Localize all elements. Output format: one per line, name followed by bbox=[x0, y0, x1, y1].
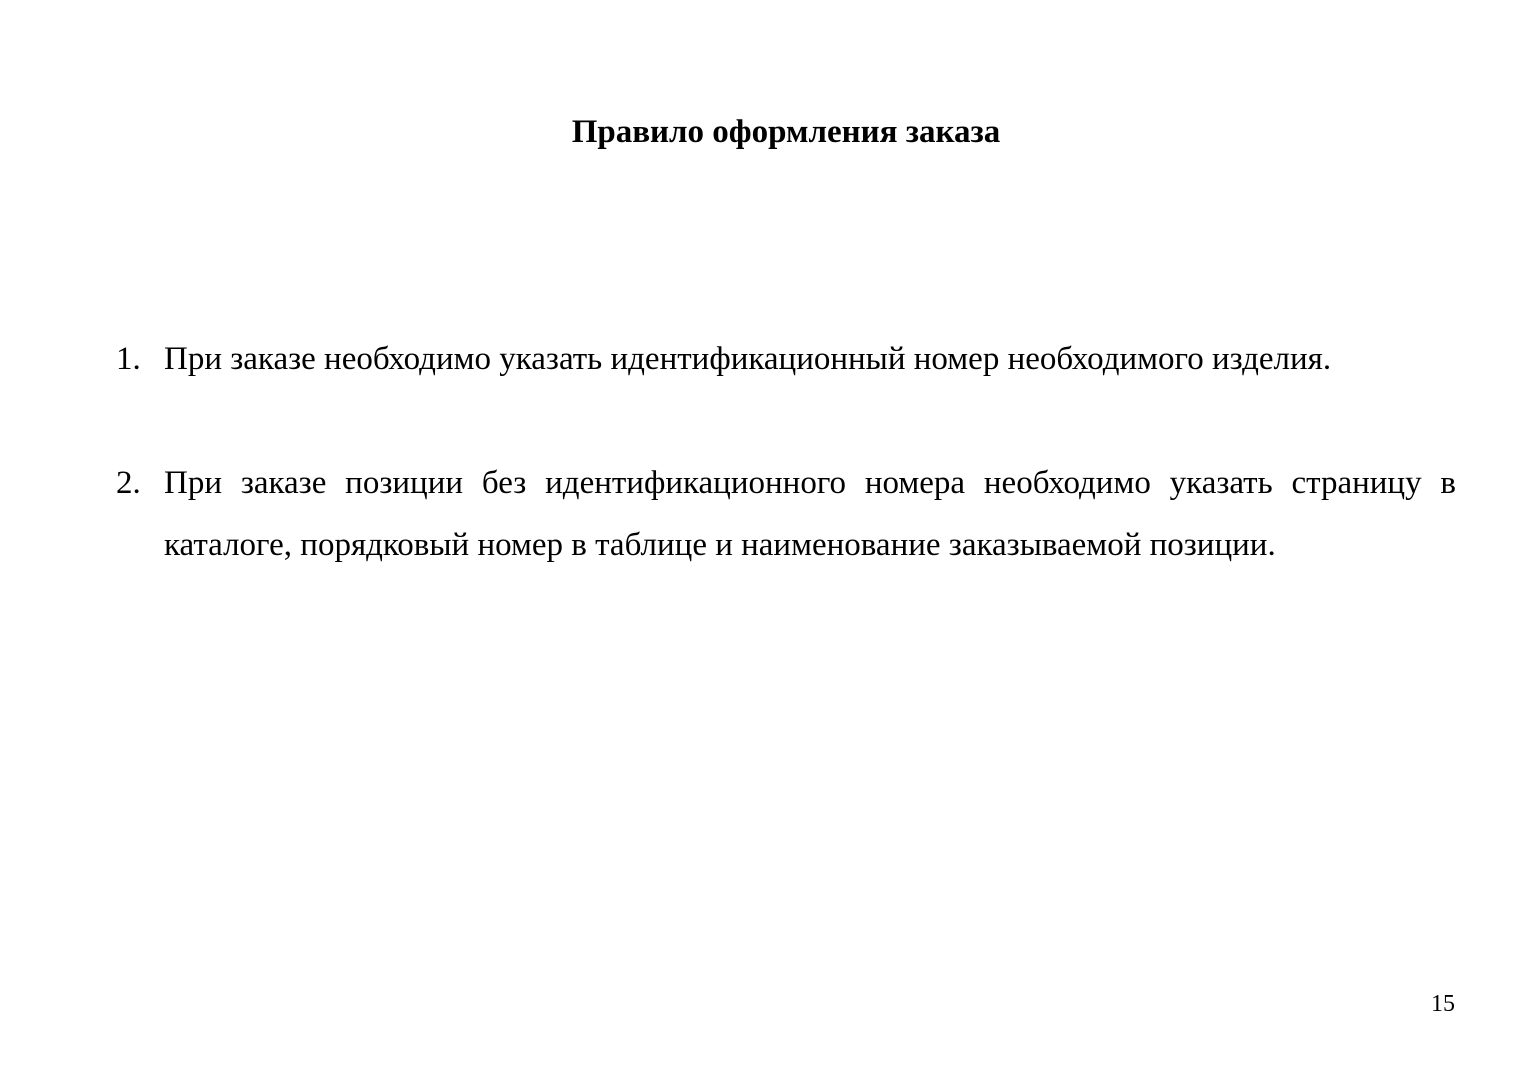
rule-item-1 bbox=[116, 328, 1456, 390]
rules-list bbox=[116, 328, 1456, 576]
rule-number: 2. bbox=[116, 465, 141, 501]
page-title: Правило оформления заказа bbox=[571, 114, 1001, 150]
rule-text: При заказе позиции без идентификационного номера необходимо указать страницу в каталоге, порядковый номер в таблице и наименование заказываемой позиции. bbox=[164, 465, 1456, 563]
rule-item-2 bbox=[116, 452, 1456, 576]
page-number: 15 bbox=[1431, 991, 1455, 1017]
rule-text: При заказе необходимо указать идентификационный номер необходимого изделия. bbox=[164, 341, 1332, 377]
rule-number: 1. bbox=[116, 341, 141, 377]
